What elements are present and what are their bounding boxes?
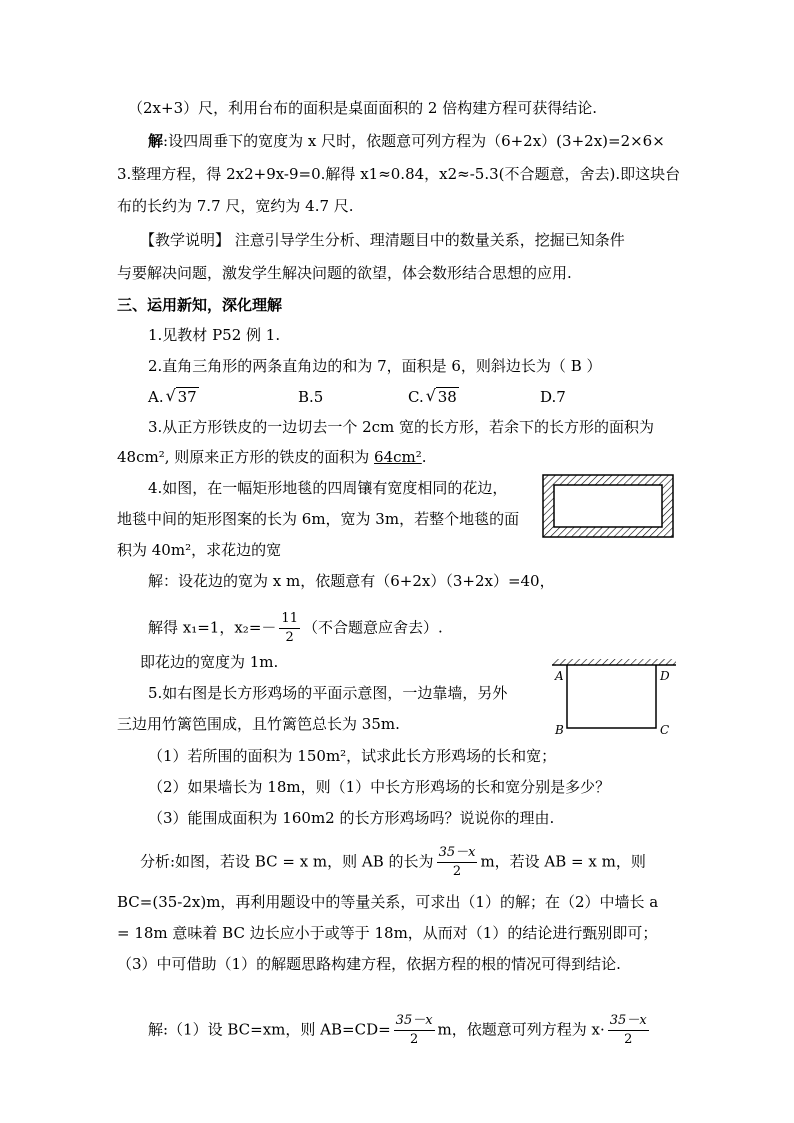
label-c: C	[660, 723, 670, 737]
question-5-part3: （3）能围成面积为 160m2 的长方形鸡场吗？说说你的理由.	[148, 809, 555, 827]
question-2: 2.直角三角形的两条直角边的和为 7，面积是 6，则斜边长为（ B ）	[148, 357, 602, 375]
text-line: （2x+3）尺，利用台布的面积是桌面面积的 2 倍构建方程可获得结论.	[128, 99, 597, 117]
question-5-part1: （1）若所围的面积为 150m²，试求此长方形鸡场的长和宽；	[148, 747, 557, 765]
question-4-solution: 解得 x₁=1，x₂=－ $\frac{11}{2}$ （不合题意应舍去）.	[148, 611, 443, 645]
question-5: 5.如右图是长方形鸡场的平面示意图，一边靠墙，另外	[148, 684, 508, 702]
label-b: B	[555, 723, 564, 737]
section-heading: 三、运用新知，深化理解	[117, 296, 283, 314]
analysis-line: = 18m 意味着 BC 边长应小于或等于 18m，从而对（1）的结论进行甄别即可；	[117, 924, 658, 942]
question-4-solution: 解：设花边的宽为 x m，依题意有（6+2x）（3+2x）=40，	[148, 572, 555, 590]
text-line: 布的长约为 7.7 尺，宽约为 4.7 尺.	[117, 197, 354, 215]
solution-label: 解	[148, 132, 164, 150]
answer-64cm2: 64cm²	[374, 448, 422, 466]
label-d: D	[660, 669, 670, 683]
question-4-cont: 积为 40m²，求花边的宽	[117, 541, 282, 559]
option-a: A. √ 37	[148, 386, 197, 406]
question-4-answer: 即花边的宽度为 1m.	[140, 653, 279, 671]
solution-text: :设四周垂下的宽度为 x 尺时，依题意可列方程为（6+2x）(3+2x)=2×6×	[163, 132, 665, 150]
text-line: 与要解决问题，激发学生解决问题的欲望，体会数形结合思想的应用.	[117, 264, 572, 282]
question-4: 4.如图，在一幅矩形地毯的四周镶有宽度相同的花边，	[148, 479, 508, 497]
analysis-line: BC=(35-2x)m，再利用题设中的等量关系，可求出（1）的解；在（2）中墙长 a	[117, 893, 659, 911]
question-5-part2: （2）如果墙长为 18m，则（1）中长方形鸡场的长和宽分别是多少？	[148, 778, 611, 796]
option-d: D.7	[540, 388, 566, 406]
question-3-cont: 48cm², 则原来正方形的铁皮的面积为 64cm².	[117, 448, 427, 466]
question-1: 1.见教材 P52 例 1.	[148, 326, 281, 344]
analysis-line: （3）中可借助（1）的解题思路构建方程，依据方程的根的情况可得到结论.	[117, 955, 621, 973]
carpet-center	[554, 485, 662, 527]
solution-line	[148, 131, 665, 151]
teaching-note: 【教学说明】 注意引导学生分析、理清题目中的数量关系，挖掘已知条件	[140, 231, 625, 249]
analysis-line: 分析:如图，若设 BC = x m，则 AB 的长为 $\frac{35-x}{2}$ m，若设 AB = x m，则	[140, 845, 646, 879]
option-c: C. √ 38	[408, 386, 457, 406]
chicken-farm-figure	[552, 658, 682, 736]
text-line: 3.整理方程，得 2x2+9x-9=0.解得 x1≈0.84，x2≈-5.3(不合题意，舍去).即这块台	[117, 165, 681, 183]
carpet-figure	[542, 474, 674, 538]
label-a: A	[555, 669, 564, 683]
question-5-cont: 三边用竹篱笆围成，且竹篱笆总长为 35m.	[117, 715, 400, 733]
fence	[567, 665, 656, 728]
option-b: B.5	[298, 388, 324, 406]
question-4-cont: 地毯中间的矩形图案的长为 6m，宽为 3m，若整个地毯的面	[117, 510, 520, 528]
solution-5-line: 解:（1）设 BC=xm，则 AB=CD= $\frac{35-x}{2}$ m，依题意可列方程为 x· $\frac{35-x}{2}$	[148, 1013, 647, 1047]
wall-hatching	[552, 659, 676, 665]
question-3: 3.从正方形铁皮的一边切去一个 2cm 宽的长方形，若余下的长方形的面积为	[148, 418, 655, 436]
